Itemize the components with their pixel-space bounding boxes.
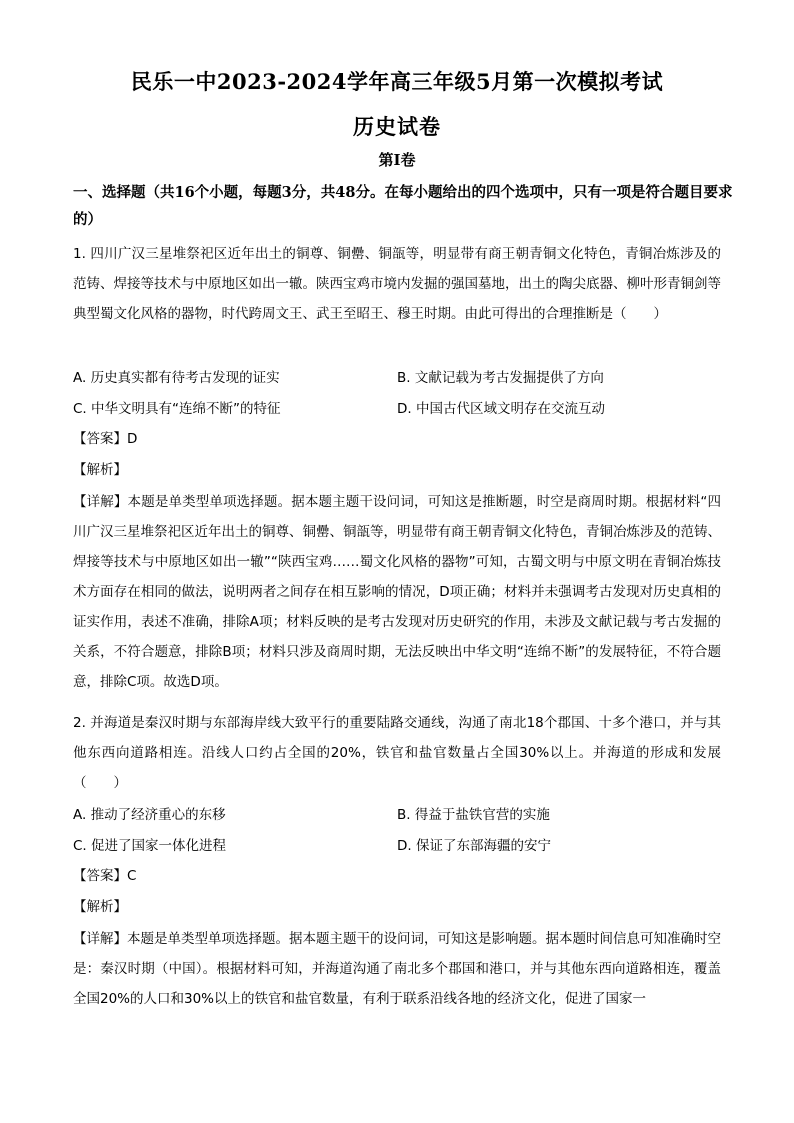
q2-analysis-label: 【解析】 (73, 899, 127, 915)
q1-option-c: C. 中华文明具有“连绵不断”的特征 (73, 401, 281, 417)
q2-option-a: A. 推动了经济重心的东移 (73, 807, 226, 823)
q2-option-b: B. 得益于盐铁官营的实施 (397, 807, 550, 823)
exam-title: 民乐一中2023-2024学年高三年级5月第一次模拟考试 (130, 69, 664, 94)
question-1-stem: 1. 四川广汉三星堆祭祀区近年出土的铜尊、铜罍、铜瓿等，明显带有商王朝青铜文化特色，青铜冶炼涉及的范铸、焊接等技术与中原地区如出一辙。陕西宝鸡市境内发掘的强国墓地，出土的陶尖底器、柳叶形青铜剑等典型蜀文化风格的器物，时代跨周文王、武王至昭王、穆王时期。由此可得出的合理推断是（ ） (73, 246, 721, 322)
section-heading: 一、选择题（共16个小题，每题3分，共48分。在每小题给出的四个选项中，只有一项是符合题目要求的） (73, 184, 733, 228)
q2-option-c: C. 促进了国家一体化进程 (73, 838, 227, 854)
q2-answer: 【答案】C (73, 868, 137, 884)
q2-detail: 【详解】本题是单类型单项选择题。据本题主题干的设问词，可知这是影响题。据本题时间信息可知准确时空是：秦汉时期（中国）。根据材料可知，并海道沟通了南北多个郡国和港口，并与其他东西向道路相连，覆盖全国20%的人口和30%以上的铁官和盐官数量，有利于联系沿线各地的经济文化，促进了国家一 (73, 931, 721, 1007)
volume-label: 第Ⅰ卷 (378, 151, 416, 169)
q1-detail: 【详解】本题是单类型单项选择题。据本题主题干设问词，可知这是推断题，时空是商周时期。根据材料“四川广汉三星堆祭祀区近年出土的铜尊、铜罍、铜瓿等，明显带有商王朝青铜文化特色，青铜冶炼涉及的范铸、焊接等技术与中原地区如出一辙”“陕西宝鸡……蜀文化风格的器物”可知，古蜀文明与中原文明在青铜冶炼技术方面存在相同的做法，说明两者之间存在相互影响的情况，D项正确；材料并未强调考古发现对历史真相的证实作用，表述不准确，排除A项；材料反映的是考古发现对历史研究的作用，未涉及文献记载与考古发掘的关系，不符合题意，排除B项；材料只涉及商周时期，无法反映出中华文明“连绵不断”的发展特征，不符合题意，排除C项。故选D项。 (73, 494, 721, 690)
q1-option-d: D. 中国古代区域文明存在交流互动 (397, 401, 605, 417)
q1-option-b: B. 文献记载为考古发掘提供了方向 (397, 370, 604, 386)
q1-answer: 【答案】D (73, 431, 138, 447)
q1-analysis-label: 【解析】 (73, 462, 127, 478)
q2-option-d: D. 保证了东部海疆的安宁 (397, 838, 551, 854)
subject-title: 历史试卷 (353, 114, 441, 139)
question-2-stem: 2. 并海道是秦汉时期与东部海岸线大致平行的重要陆路交通线，沟通了南北18个郡国、十多个港口，并与其他东西向道路相连。沿线人口约占全国的20%，铁官和盐官数量占全国30%以上。并海道的形成和发展（ ） (73, 715, 721, 791)
q1-option-a: A. 历史真实都有待考古发现的证实 (73, 370, 280, 386)
